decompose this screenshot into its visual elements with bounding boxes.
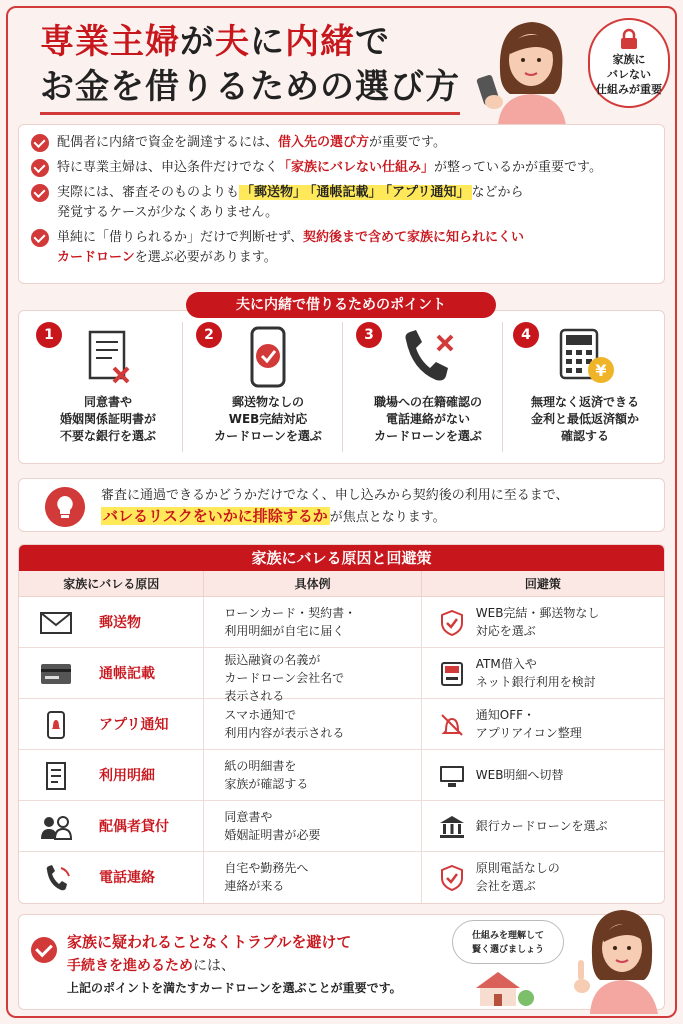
highlight-text: 「通帳記載」: [310, 185, 382, 200]
point-text: WEB完結対応: [228, 412, 308, 426]
title-red-part: 内緒: [285, 22, 355, 62]
solution-text: WEB完結・郵送物なし: [475, 606, 600, 620]
table-row: [19, 750, 664, 801]
title-part: が: [180, 22, 215, 62]
emphasis-text: 手続きを進めるため: [67, 958, 193, 974]
phone-x-icon: [396, 326, 460, 390]
example-text: ローンカード・契約書・: [224, 606, 357, 620]
point-text: 金利と最低返済額か: [530, 412, 639, 426]
cause-label: 電話連絡: [99, 870, 155, 886]
bubble-text: 賢く選びましょう: [471, 945, 544, 955]
solution-text: WEB明細へ切替: [475, 768, 564, 782]
points-heading: 夫に内緒で借りるためのポイント: [186, 292, 496, 318]
text: が整っているかが重要です。: [434, 160, 602, 175]
cause-label: アプリ通知: [99, 717, 169, 733]
emphasis-text: カードローン: [57, 250, 135, 265]
check-icon: [31, 229, 49, 247]
column-header: 回避策: [524, 577, 561, 591]
text: 配偶者に内緒で資金を調達するには、: [57, 135, 279, 150]
smartphone-check-icon: [236, 326, 300, 390]
page-title: [40, 20, 460, 110]
point-text: 職場への在籍確認の: [373, 395, 482, 409]
atm-icon: [438, 660, 466, 688]
cause-label: 通帳記載: [99, 666, 155, 682]
badge-text: バレない: [607, 68, 651, 81]
point-number: 1: [36, 322, 62, 348]
check-icon: [31, 937, 57, 963]
table-header: [19, 571, 664, 597]
causes-table: [18, 544, 665, 904]
check-icon: [31, 134, 49, 152]
cause-label: 配偶者貸付: [99, 819, 169, 835]
divider: [342, 322, 343, 452]
point-text: 確認する: [560, 429, 609, 443]
example-text: 利用明細が自宅に届く: [224, 624, 345, 638]
example-text: スマホ通知で: [224, 708, 297, 722]
text: が重要です。: [369, 135, 446, 150]
point-card: [28, 320, 188, 458]
highlight-text: 「郵送物」: [241, 185, 307, 200]
table-row: [19, 801, 664, 852]
phone-notification-icon: [39, 711, 73, 739]
highlight-text: バレるリスクをいかに排除するか: [103, 507, 328, 525]
text: 発覚するケースが少なくありません。: [57, 205, 279, 220]
table-row: [19, 699, 664, 750]
table-row: [19, 852, 664, 903]
example-text: カードローン会社名で: [224, 671, 345, 685]
check-icon: [31, 159, 49, 177]
table-title: 家族にバレる原因と回避策: [19, 545, 664, 571]
solution-text: ネット銀行利用を検討: [475, 675, 596, 689]
cause-label: 郵送物: [99, 615, 141, 631]
emphasis-text: 契約後まで含めて家族に知られにくい: [302, 230, 524, 245]
svg-text:¥: ¥: [595, 361, 607, 380]
couple-icon: [39, 813, 73, 841]
text: 特に専業主婦は、申込条件だけでなく: [57, 160, 279, 175]
solution-text: アプリアイコン整理: [475, 726, 582, 740]
example-text: 利用内容が表示される: [224, 726, 345, 740]
check-icon: [31, 184, 49, 202]
highlight-text: 「アプリ通知」: [385, 185, 470, 200]
shield-check-icon: [438, 609, 466, 637]
badge-text: 仕組みが重要: [596, 83, 662, 96]
key-point-note: [18, 478, 665, 532]
shield-check-icon: [438, 864, 466, 892]
list-item: [31, 183, 652, 223]
point-text: カードローンを選ぶ: [374, 429, 482, 443]
solution-text: ATM借入や: [475, 657, 537, 671]
point-text: 郵送物なしの: [231, 395, 304, 409]
solution-text: 通知OFF・: [475, 708, 536, 722]
example-text: 家族が確認する: [224, 777, 309, 791]
solution-text: 対応を選ぶ: [475, 624, 536, 638]
speech-bubble: [452, 920, 564, 964]
example-text: 表示される: [224, 689, 285, 703]
divider: [502, 322, 503, 452]
solution-text: 原則電話なしの: [475, 861, 560, 875]
woman-pointing-illustration: [570, 906, 666, 1014]
solution-text: 銀行カードローンを選ぶ: [475, 819, 608, 833]
emphasis-text: 借入先の選び方: [278, 135, 370, 150]
list-item: [31, 228, 652, 268]
table-row: [19, 648, 664, 703]
divider: [182, 322, 183, 452]
calculator-yen-icon: [553, 326, 617, 390]
summary-panel: [18, 914, 665, 1010]
hidden-from-family-badge: [588, 18, 670, 108]
statement-document-icon: [39, 762, 73, 790]
passbook-icon: [39, 660, 73, 688]
title-red-part: 専業主婦: [40, 22, 180, 62]
house-illustration: [468, 968, 538, 1008]
envelope-icon: [39, 609, 73, 637]
document-x-icon: [76, 326, 140, 390]
text: 単純に「借りられるか」だけで判断せず、: [57, 230, 303, 245]
lightbulb-icon: [45, 487, 85, 527]
point-card: [188, 320, 348, 458]
title-red-part: 夫: [215, 22, 250, 62]
text: を選ぶ必要があります。: [134, 250, 277, 265]
woman-with-phone-illustration: [470, 10, 590, 126]
example-text: 同意書や: [224, 810, 273, 824]
point-number: 3: [356, 322, 382, 348]
point-card: [505, 320, 665, 458]
point-card: [348, 320, 508, 458]
bell-off-icon: [438, 711, 466, 739]
summary-text: には、: [193, 958, 235, 974]
column-header: 家族にバレる原因: [19, 571, 204, 596]
point-text: 無理なく返済できる: [530, 395, 639, 409]
bubble-text: 仕組みを理解して: [471, 931, 544, 941]
monitor-icon: [438, 762, 466, 790]
list-item: [31, 133, 652, 153]
example-text: 連絡が来る: [224, 879, 285, 893]
phone-ringing-icon: [39, 864, 73, 892]
intro-checklist: [18, 124, 665, 284]
badge-text: 家族に: [612, 53, 646, 66]
point-text: 不要な銀行を選ぶ: [59, 429, 156, 443]
note-text: が焦点となります。: [329, 510, 446, 525]
point-text: 婚姻関係証明書が: [59, 412, 156, 426]
solution-text: 会社を選ぶ: [475, 879, 536, 893]
emphasis-text: 「家族にバレない仕組み」: [278, 160, 435, 175]
title-underline: [40, 112, 460, 115]
summary-text: 上記のポイントを満たすカードローンを選ぶことが重要です。: [67, 981, 402, 995]
point-text: 同意書や: [83, 395, 132, 409]
example-text: 振込融資の名義が: [224, 653, 321, 667]
text: 実際には、審査そのものよりも: [57, 185, 240, 200]
cause-label: 利用明細: [99, 768, 155, 784]
example-text: 婚姻証明書が必要: [224, 828, 321, 842]
list-item: [31, 158, 652, 178]
text: などから: [471, 185, 524, 200]
example-text: 自宅や勤務先へ: [224, 861, 309, 875]
point-number: 2: [196, 322, 222, 348]
title-part: に: [250, 22, 285, 62]
example-text: 紙の明細書を: [224, 759, 297, 773]
point-number: 4: [513, 322, 539, 348]
summary-text: 家族に疑われることなくトラブルを避けて: [67, 933, 352, 951]
bank-icon: [438, 813, 466, 841]
title-part: で: [355, 22, 390, 62]
column-header: 具体例: [204, 571, 421, 596]
point-text: 電話連絡がない: [385, 412, 470, 426]
table-row: [19, 597, 664, 648]
point-text: カードローンを選ぶ: [214, 429, 322, 443]
note-text: 審査に通過できるかどうかだけでなく、申し込みから契約後の利用に至るまで、: [101, 488, 569, 503]
title-line2: お金を借りるための選び方: [40, 67, 460, 107]
lock-icon: [618, 28, 640, 50]
